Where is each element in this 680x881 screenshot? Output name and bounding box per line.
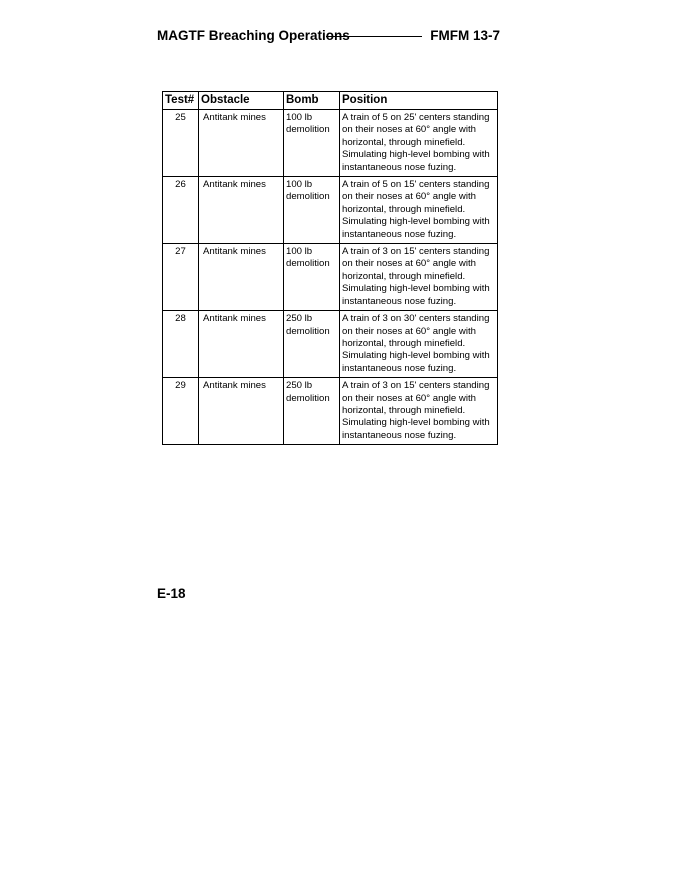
test-number-cell: 25: [163, 110, 199, 177]
column-header-position: Position: [340, 92, 498, 110]
position-cell: A train of 5 on 15' centers standing on their noses at 60° angle with horizontal, through minefield. Simulating high-level bombing with instantaneous nose fuzing.: [340, 177, 498, 244]
test-number-cell: 27: [163, 244, 199, 311]
bomb-cell: 100 lb demolition: [284, 244, 340, 311]
obstacle-cell: Antitank mines: [199, 244, 284, 311]
column-header-test: Test#: [163, 92, 199, 110]
page-number: E-18: [157, 586, 186, 601]
column-header-bomb: Bomb: [284, 92, 340, 110]
obstacle-cell: Antitank mines: [199, 177, 284, 244]
bomb-cell: 100 lb demolition: [284, 110, 340, 177]
column-header-obstacle: Obstacle: [199, 92, 284, 110]
position-cell: A train of 5 on 25' centers standing on their noses at 60° angle with horizontal, through minefield. Simulating high-level bombing with instantaneous nose fuzing.: [340, 110, 498, 177]
position-cell: A train of 3 on 30' centers standing on their noses at 60° angle with horizontal, through minefield. Simulating high-level bombing with instantaneous nose fuzing.: [340, 311, 498, 378]
table-row: [163, 110, 498, 177]
table-row: [163, 378, 498, 445]
position-cell: A train of 3 on 15' centers standing on their noses at 60° angle with horizontal, through minefield. Simulating high-level bombing with instantaneous nose fuzing.: [340, 378, 498, 445]
bomb-cell: 250 lb demolition: [284, 311, 340, 378]
document-id: FMFM 13-7: [430, 28, 500, 43]
obstacle-cell: Antitank mines: [199, 311, 284, 378]
obstacle-cell: Antitank mines: [199, 378, 284, 445]
obstacle-cell: Antitank mines: [199, 110, 284, 177]
bomb-cell: 250 lb demolition: [284, 378, 340, 445]
position-cell: A train of 3 on 15' centers standing on their noses at 60° angle with horizontal, through minefield. Simulating high-level bombing with instantaneous nose fuzing.: [340, 244, 498, 311]
table-row: [163, 311, 498, 378]
table-header-row: [163, 92, 498, 110]
document-title: MAGTF Breaching Operations: [157, 28, 350, 43]
page-header: [157, 28, 500, 46]
test-number-cell: 26: [163, 177, 199, 244]
table-row: [163, 177, 498, 244]
test-number-cell: 29: [163, 378, 199, 445]
header-rule: [326, 36, 422, 37]
table-row: [163, 244, 498, 311]
test-number-cell: 28: [163, 311, 199, 378]
bomb-cell: 100 lb demolition: [284, 177, 340, 244]
test-results-table: [162, 91, 498, 445]
